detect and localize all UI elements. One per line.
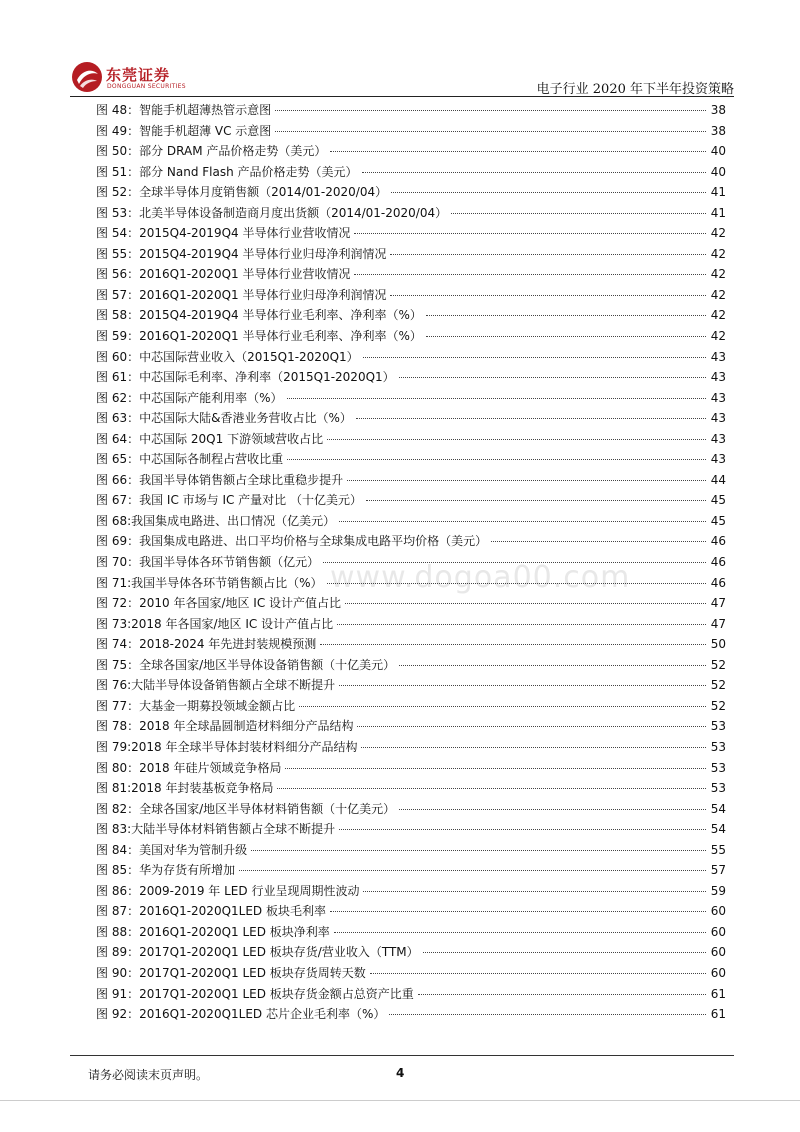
toc-entry[interactable] [96,840,726,861]
toc-entry-title: 图 90：2017Q1-2020Q1 LED 板块存货周转天数 [96,965,366,980]
toc-leader-dots [426,315,706,316]
toc-entry-page: 57 [710,863,726,878]
toc-entry-title: 图 71:我国半导体各环节销售额占比（%） [96,575,323,590]
toc-entry-title: 图 88：2016Q1-2020Q1 LED 板块净利率 [96,924,330,939]
toc-leader-dots [370,973,706,974]
toc-entry-page: 42 [710,308,726,323]
toc-entry[interactable] [96,264,726,285]
toc-entry[interactable] [96,799,726,820]
toc-entry-title: 图 56：2016Q1-2020Q1 半导体行业营收情况 [96,267,351,282]
toc-entry[interactable] [96,408,726,429]
toc-entry-page: 59 [710,883,726,898]
toc-leader-dots [354,233,706,234]
toc-leader-dots [287,398,707,399]
toc-entry-page: 46 [710,575,726,590]
toc-entry-title: 图 82：全球各国家/地区半导体材料销售额（十亿美元） [96,801,396,816]
toc-entry-page: 47 [710,616,726,631]
toc-entry-page: 42 [710,246,726,261]
toc-leader-dots [391,192,706,193]
toc-entry-page: 52 [710,657,726,672]
toc-entry-page: 50 [710,637,726,652]
toc-entry-title: 图 85：华为存货有所增加 [96,863,236,878]
toc-leader-dots [390,254,706,255]
toc-entry-title: 图 69：我国集成电路进、出口平均价格与全球集成电路平均价格（美元） [96,534,488,549]
toc-entry-page: 40 [710,144,726,159]
toc-leader-dots [418,994,706,995]
toc-entry-title: 图 52：全球半导体月度销售额（2014/01-2020/04） [96,185,388,200]
toc-entry-title: 图 64：中芯国际 20Q1 下游领域营收占比 [96,431,324,446]
toc-entry-title: 图 70：我国半导体各环节销售额（亿元） [96,555,320,570]
toc-entry[interactable] [96,922,726,943]
toc-leader-dots [356,418,706,419]
toc-entry[interactable] [96,675,726,696]
toc-entry[interactable] [96,634,726,655]
toc-entry-title: 图 77：大基金一期募投领域金额占比 [96,698,296,713]
toc-entry-page: 53 [710,719,726,734]
toc-leader-dots [347,480,706,481]
toc-entry[interactable] [96,716,726,737]
page-edge [0,1100,800,1101]
toc-entry[interactable] [96,963,726,984]
toc-leader-dots [389,1014,706,1015]
toc-entry-title: 图 48：智能手机超薄热管示意图 [96,103,272,117]
toc-entry[interactable] [96,388,726,409]
toc-entry-title: 图 60：中芯国际营业收入（2015Q1-2020Q1） [96,349,359,364]
toc-entry[interactable] [96,203,726,224]
toc-entry-title: 图 66：我国半导体销售额占全球比重稳步提升 [96,472,344,487]
toc-entry[interactable] [96,860,726,881]
toc-leader-dots [390,295,706,296]
logo-emblem-icon [70,60,104,94]
toc-entry[interactable] [96,881,726,902]
toc-leader-dots [345,603,706,604]
toc-entry-page: 55 [710,842,726,857]
toc-entry[interactable] [96,778,726,799]
toc-entry[interactable] [96,305,726,326]
toc-leader-dots [399,377,706,378]
toc-entry-page: 60 [710,945,726,960]
toc-entry-title: 图 89：2017Q1-2020Q1 LED 板块存货/营业收入（TTM） [96,945,419,960]
toc-leader-dots [299,706,706,707]
toc-entry-title: 图 49：智能手机超薄 VC 示意图 [96,123,272,138]
toc-entry-page: 38 [710,103,726,117]
toc-entry-title: 图 84：美国对华为管制升级 [96,842,248,857]
toc-entry-page: 38 [710,123,726,138]
toc-leader-dots [327,583,706,584]
report-title: 电子行业 2020 年下半年投资策略 [536,82,734,97]
toc-entry-title: 图 74：2018-2024 年先进封装规模预测 [96,637,317,652]
toc-entry[interactable] [96,285,726,306]
toc-entry-page: 60 [710,904,726,919]
toc-entry-page: 61 [710,986,726,1001]
toc-entry-page: 61 [710,1007,726,1022]
toc-leader-dots [334,932,706,933]
toc-entry-page: 46 [710,534,726,549]
toc-entry[interactable] [96,614,726,635]
toc-leader-dots [339,829,706,830]
page-number: 4 [396,1066,405,1080]
toc-entry-title: 图 61：中芯国际毛利率、净利率（2015Q1-2020Q1） [96,370,395,385]
toc-leader-dots [275,131,706,132]
toc-entry-page: 53 [710,739,726,754]
toc-entry-page: 40 [710,164,726,179]
toc-entry-page: 45 [710,513,726,528]
toc-entry-page: 43 [710,370,726,385]
toc-entry-title: 图 67：我国 IC 市场与 IC 产量对比 （十亿美元） [96,493,362,508]
toc-leader-dots [275,110,706,111]
toc-entry[interactable] [96,1004,726,1025]
logo-chinese-name: 东莞证券 [106,66,171,84]
toc-entry[interactable] [96,244,726,265]
toc-leader-dots [323,562,706,563]
watermark: www.dogoa00.com [330,560,631,595]
toc-entry-title: 图 63：中芯国际大陆&香港业务营收占比（%） [96,411,352,426]
toc-entry[interactable] [96,531,726,552]
toc-leader-dots [339,685,706,686]
toc-entry-page: 43 [710,431,726,446]
toc-entry[interactable] [96,593,726,614]
toc-entry-title: 图 81:2018 年封装基板竞争格局 [96,781,274,796]
toc-entry[interactable] [96,984,726,1005]
toc-entry-page: 42 [710,329,726,344]
toc-entry-page: 60 [710,965,726,980]
toc-entry-title: 图 75：全球各国家/地区半导体设备销售额（十亿美元） [96,657,396,672]
toc-entry-title: 图 91：2017Q1-2020Q1 LED 板块存货金额占总资产比重 [96,986,414,1001]
toc-entry-title: 图 76:大陆半导体设备销售额占全球不断提升 [96,678,336,693]
toc-entry-page: 44 [710,472,726,487]
toc-entry[interactable] [96,819,726,840]
toc-entry[interactable] [96,223,726,244]
toc-entry-page: 42 [710,226,726,241]
toc-leader-dots [451,213,706,214]
toc-entry-title: 图 80：2018 年硅片领域竞争格局 [96,760,282,775]
toc-entry[interactable] [96,552,726,573]
toc-entry[interactable] [96,655,726,676]
footer-divider [70,1055,734,1056]
toc-entry-title: 图 50：部分 DRAM 产品价格走势（美元） [96,144,327,159]
toc-entry-title: 图 79:2018 年全球半导体封装材料细分产品结构 [96,739,358,754]
toc-entry-page: 41 [710,205,726,220]
toc-entry-page: 42 [710,267,726,282]
toc-leader-dots [251,850,706,851]
toc-entry[interactable] [96,696,726,717]
toc-entry-page: 43 [710,390,726,405]
toc-leader-dots [239,870,706,871]
toc-entry[interactable] [96,758,726,779]
toc-entry[interactable] [96,162,726,183]
toc-entry[interactable] [96,347,726,368]
toc-entry-title: 图 51：部分 Nand Flash 产品价格走势（美元） [96,164,358,179]
toc-leader-dots [366,500,706,501]
toc-entry-title: 图 58：2015Q4-2019Q4 半导体行业毛利率、净利率（%） [96,308,422,323]
toc-entry-title: 图 62：中芯国际产能利用率（%） [96,390,283,405]
toc-leader-dots [363,357,706,358]
toc-entry[interactable] [96,141,726,162]
figure-list [96,100,726,1025]
toc-entry-title: 图 53：北美半导体设备制造商月度出货额（2014/01-2020/04） [96,205,448,220]
toc-entry-page: 53 [710,781,726,796]
toc-entry-page: 54 [710,801,726,816]
toc-entry-page: 60 [710,924,726,939]
toc-entry[interactable] [96,942,726,963]
toc-entry-page: 52 [710,678,726,693]
toc-entry-page: 47 [710,596,726,611]
toc-leader-dots [399,809,706,810]
toc-entry[interactable] [96,326,726,347]
toc-leader-dots [362,172,706,173]
toc-leader-dots [285,768,706,769]
toc-leader-dots [426,336,706,337]
toc-entry[interactable] [96,490,726,511]
toc-leader-dots [357,726,706,727]
toc-entry[interactable] [96,367,726,388]
toc-entry-page: 42 [710,287,726,302]
toc-entry[interactable] [96,182,726,203]
toc-entry[interactable] [96,100,726,121]
toc-entry-title: 图 83:大陆半导体材料销售额占全球不断提升 [96,822,336,837]
toc-leader-dots [339,521,706,522]
page-header [0,0,800,100]
toc-entry-title: 图 54：2015Q4-2019Q4 半导体行业营收情况 [96,226,351,241]
toc-leader-dots [277,788,706,789]
toc-entry-page: 45 [710,493,726,508]
toc-entry[interactable] [96,429,726,450]
toc-leader-dots [330,151,706,152]
toc-entry[interactable] [96,573,726,594]
toc-leader-dots [320,644,706,645]
toc-entry-title: 图 65：中芯国际各制程占营收比重 [96,452,284,467]
toc-leader-dots [354,274,706,275]
toc-entry-title: 图 72：2010 年各国家/地区 IC 设计产值占比 [96,596,342,611]
toc-leader-dots [399,665,706,666]
toc-leader-dots [287,459,706,460]
toc-entry-page: 41 [710,185,726,200]
toc-entry-title: 图 57：2016Q1-2020Q1 半导体行业归母净利润情况 [96,287,387,302]
toc-leader-dots [330,911,706,912]
toc-entry-page: 46 [710,555,726,570]
toc-entry-title: 图 55：2015Q4-2019Q4 半导体行业归母净利润情况 [96,246,387,261]
toc-entry-title: 图 92：2016Q1-2020Q1LED 芯片企业毛利率（%） [96,1007,386,1022]
toc-entry-page: 53 [710,760,726,775]
toc-leader-dots [491,541,706,542]
toc-entry[interactable] [96,737,726,758]
toc-entry-page: 43 [710,349,726,364]
toc-entry-title: 图 59：2016Q1-2020Q1 半导体行业毛利率、净利率（%） [96,329,422,344]
toc-entry-title: 图 78：2018 年全球晶圆制造材料细分产品结构 [96,719,354,734]
logo-english-name: DONGGUAN SECURITIES [107,83,186,90]
toc-entry-page: 52 [710,698,726,713]
toc-entry[interactable] [96,121,726,142]
toc-leader-dots [363,891,706,892]
toc-leader-dots [327,439,706,440]
toc-entry-page: 43 [710,411,726,426]
header-divider [70,96,734,97]
toc-entry-title: 图 86：2009-2019 年 LED 行业呈现周期性波动 [96,883,360,898]
toc-entry[interactable] [96,449,726,470]
toc-entry-title: 图 68:我国集成电路进、出口情况（亿美元） [96,513,336,528]
toc-entry[interactable] [96,901,726,922]
toc-leader-dots [361,747,706,748]
toc-entry-title: 图 73:2018 年各国家/地区 IC 设计产值占比 [96,616,334,631]
company-logo [70,60,190,94]
toc-entry[interactable] [96,470,726,491]
toc-leader-dots [337,624,706,625]
toc-entry-title: 图 87：2016Q1-2020Q1LED 板块毛利率 [96,904,326,919]
toc-entry-page: 54 [710,822,726,837]
toc-leader-dots [423,952,706,953]
toc-entry[interactable] [96,511,726,532]
toc-entry-page: 43 [710,452,726,467]
disclaimer-note: 请务必阅读末页声明。 [88,1068,209,1082]
